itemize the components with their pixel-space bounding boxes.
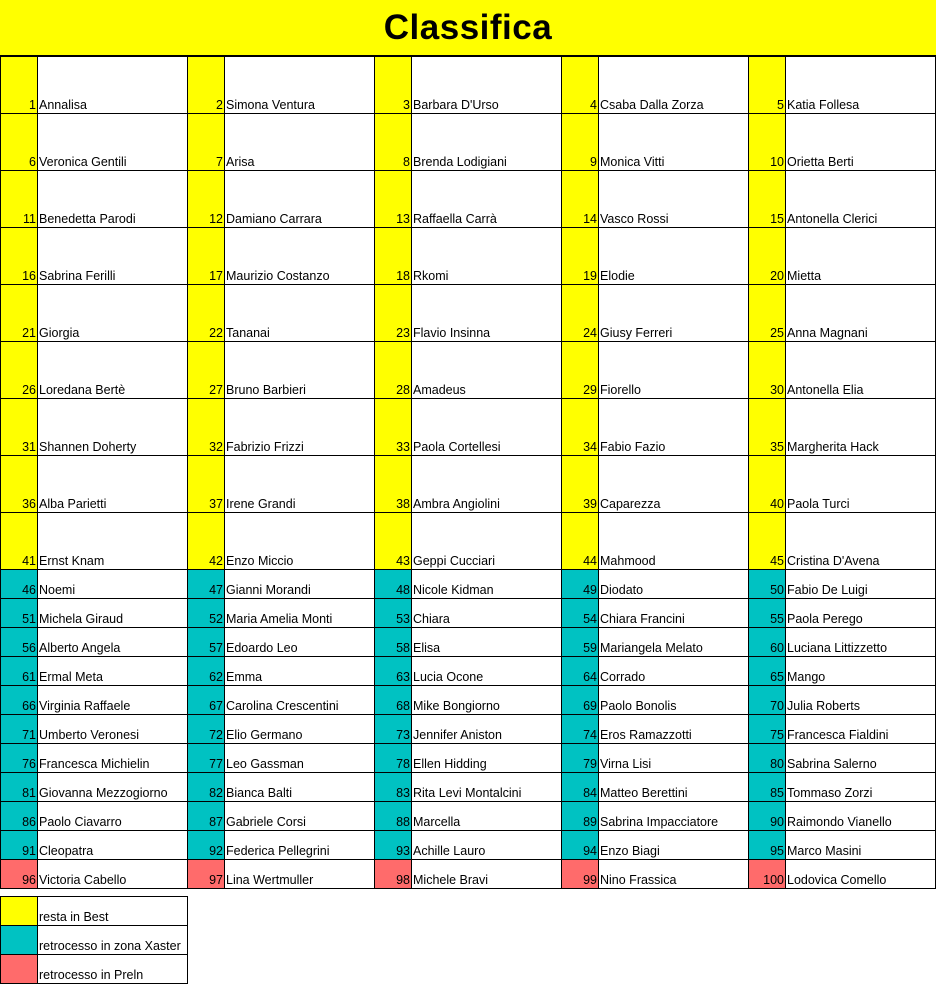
name-cell: Lucia Ocone	[412, 657, 562, 686]
name-cell: Diodato	[599, 570, 749, 599]
rank-cell: 20	[749, 228, 786, 285]
table-row	[1, 285, 936, 342]
rank-cell: 18	[375, 228, 412, 285]
rank-cell: 64	[562, 657, 599, 686]
rank-cell: 94	[562, 831, 599, 860]
rank-cell: 15	[749, 171, 786, 228]
name-cell: Raimondo Vianello	[786, 802, 936, 831]
rank-cell: 13	[375, 171, 412, 228]
name-cell: Nicole Kidman	[412, 570, 562, 599]
name-cell: Mariangela Melato	[599, 628, 749, 657]
name-cell: Enzo Miccio	[225, 513, 375, 570]
name-cell: Victoria Cabello	[38, 860, 188, 889]
name-cell: Francesca Fialdini	[786, 715, 936, 744]
rank-cell: 33	[375, 399, 412, 456]
name-cell: Loredana Bertè	[38, 342, 188, 399]
rank-cell: 98	[375, 860, 412, 889]
name-cell: Vasco Rossi	[599, 171, 749, 228]
name-cell: Geppi Cucciari	[412, 513, 562, 570]
name-cell: Maurizio Costanzo	[225, 228, 375, 285]
rank-cell: 70	[749, 686, 786, 715]
table-row	[1, 456, 936, 513]
name-cell: Fiorello	[599, 342, 749, 399]
name-cell: Monica Vitti	[599, 114, 749, 171]
name-cell: Annalisa	[38, 57, 188, 114]
rank-cell: 8	[375, 114, 412, 171]
rank-cell: 27	[188, 342, 225, 399]
table-row	[1, 686, 936, 715]
rank-cell: 28	[375, 342, 412, 399]
name-cell: Giovanna Mezzogiorno	[38, 773, 188, 802]
rank-cell: 87	[188, 802, 225, 831]
rank-cell: 99	[562, 860, 599, 889]
name-cell: Elio Germano	[225, 715, 375, 744]
name-cell: Edoardo Leo	[225, 628, 375, 657]
name-cell: Paola Cortellesi	[412, 399, 562, 456]
rank-cell: 79	[562, 744, 599, 773]
name-cell: Rita Levi Montalcini	[412, 773, 562, 802]
name-cell: Benedetta Parodi	[38, 171, 188, 228]
name-cell: Giorgia	[38, 285, 188, 342]
rank-cell: 73	[375, 715, 412, 744]
rank-cell: 23	[375, 285, 412, 342]
rank-cell: 96	[1, 860, 38, 889]
name-cell: Marcella	[412, 802, 562, 831]
legend-swatch	[1, 926, 38, 955]
rank-cell: 57	[188, 628, 225, 657]
rank-cell: 17	[188, 228, 225, 285]
table-row	[1, 599, 936, 628]
name-cell: Caparezza	[599, 456, 749, 513]
rank-cell: 36	[1, 456, 38, 513]
rank-cell: 97	[188, 860, 225, 889]
rank-cell: 68	[375, 686, 412, 715]
name-cell: Margherita Hack	[786, 399, 936, 456]
rank-cell: 26	[1, 342, 38, 399]
name-cell: Katia Follesa	[786, 57, 936, 114]
name-cell: Gabriele Corsi	[225, 802, 375, 831]
rank-cell: 81	[1, 773, 38, 802]
name-cell: Cleopatra	[38, 831, 188, 860]
name-cell: Julia Roberts	[786, 686, 936, 715]
rank-cell: 16	[1, 228, 38, 285]
rank-cell: 52	[188, 599, 225, 628]
name-cell: Fabio De Luigi	[786, 570, 936, 599]
rank-cell: 9	[562, 114, 599, 171]
table-row	[1, 831, 936, 860]
legend-row	[1, 897, 188, 926]
name-cell: Maria Amelia Monti	[225, 599, 375, 628]
rank-cell: 41	[1, 513, 38, 570]
name-cell: Amadeus	[412, 342, 562, 399]
rank-cell: 4	[562, 57, 599, 114]
rank-cell: 66	[1, 686, 38, 715]
name-cell: Enzo Biagi	[599, 831, 749, 860]
name-cell: Mahmood	[599, 513, 749, 570]
table-row	[1, 628, 936, 657]
rank-cell: 19	[562, 228, 599, 285]
name-cell: Alberto Angela	[38, 628, 188, 657]
name-cell: Antonella Clerici	[786, 171, 936, 228]
name-cell: Antonella Elia	[786, 342, 936, 399]
rank-cell: 39	[562, 456, 599, 513]
rank-cell: 59	[562, 628, 599, 657]
name-cell: Matteo Berettini	[599, 773, 749, 802]
name-cell: Tommaso Zorzi	[786, 773, 936, 802]
table-row	[1, 228, 936, 285]
page-title: Classifica	[383, 7, 553, 47]
rank-cell: 78	[375, 744, 412, 773]
name-cell: Paola Perego	[786, 599, 936, 628]
rank-cell: 46	[1, 570, 38, 599]
name-cell: Paola Turci	[786, 456, 936, 513]
rank-cell: 84	[562, 773, 599, 802]
name-cell: Jennifer Aniston	[412, 715, 562, 744]
name-cell: Anna Magnani	[786, 285, 936, 342]
name-cell: Tananai	[225, 285, 375, 342]
name-cell: Orietta Berti	[786, 114, 936, 171]
rank-cell: 92	[188, 831, 225, 860]
rank-cell: 11	[1, 171, 38, 228]
name-cell: Flavio Insinna	[412, 285, 562, 342]
rank-cell: 53	[375, 599, 412, 628]
rank-cell: 63	[375, 657, 412, 686]
rank-cell: 60	[749, 628, 786, 657]
name-cell: Veronica Gentili	[38, 114, 188, 171]
name-cell: Corrado	[599, 657, 749, 686]
rank-cell: 6	[1, 114, 38, 171]
rank-cell: 38	[375, 456, 412, 513]
rank-cell: 31	[1, 399, 38, 456]
rank-cell: 88	[375, 802, 412, 831]
name-cell: Lina Wertmuller	[225, 860, 375, 889]
rank-cell: 29	[562, 342, 599, 399]
name-cell: Raffaella Carrà	[412, 171, 562, 228]
legend-body	[1, 897, 188, 984]
table-row	[1, 773, 936, 802]
rank-cell: 65	[749, 657, 786, 686]
name-cell: Luciana Littizzetto	[786, 628, 936, 657]
name-cell: Barbara D'Urso	[412, 57, 562, 114]
rank-cell: 74	[562, 715, 599, 744]
name-cell: Bruno Barbieri	[225, 342, 375, 399]
rank-cell: 93	[375, 831, 412, 860]
name-cell: Sabrina Ferilli	[38, 228, 188, 285]
name-cell: Paolo Bonolis	[599, 686, 749, 715]
legend-swatch	[1, 897, 38, 926]
name-cell: Marco Masini	[786, 831, 936, 860]
title-bar	[0, 0, 936, 56]
name-cell: Cristina D'Avena	[786, 513, 936, 570]
name-cell: Fabio Fazio	[599, 399, 749, 456]
rank-cell: 75	[749, 715, 786, 744]
rank-cell: 34	[562, 399, 599, 456]
rank-cell: 95	[749, 831, 786, 860]
rank-cell: 55	[749, 599, 786, 628]
rank-cell: 51	[1, 599, 38, 628]
rank-cell: 62	[188, 657, 225, 686]
name-cell: Mango	[786, 657, 936, 686]
table-row	[1, 114, 936, 171]
name-cell: Mike Bongiorno	[412, 686, 562, 715]
name-cell: Giusy Ferreri	[599, 285, 749, 342]
name-cell: Michela Giraud	[38, 599, 188, 628]
name-cell: Chiara Francini	[599, 599, 749, 628]
rank-cell: 90	[749, 802, 786, 831]
name-cell: Nino Frassica	[599, 860, 749, 889]
rank-cell: 42	[188, 513, 225, 570]
legend-swatch	[1, 955, 38, 984]
table-row	[1, 342, 936, 399]
rank-cell: 35	[749, 399, 786, 456]
name-cell: Emma	[225, 657, 375, 686]
name-cell: Carolina Crescentini	[225, 686, 375, 715]
legend-row	[1, 955, 188, 984]
rank-cell: 32	[188, 399, 225, 456]
rank-cell: 1	[1, 57, 38, 114]
name-cell: Umberto Veronesi	[38, 715, 188, 744]
table-row	[1, 802, 936, 831]
name-cell: Fabrizio Frizzi	[225, 399, 375, 456]
name-cell: Sabrina Salerno	[786, 744, 936, 773]
legend-row	[1, 926, 188, 955]
name-cell: Paolo Ciavarro	[38, 802, 188, 831]
rank-cell: 67	[188, 686, 225, 715]
rank-cell: 49	[562, 570, 599, 599]
table-row	[1, 657, 936, 686]
rank-cell: 47	[188, 570, 225, 599]
name-cell: Elisa	[412, 628, 562, 657]
rank-cell: 82	[188, 773, 225, 802]
legend-label: retrocesso in zona Xaster	[38, 926, 188, 955]
rank-cell: 3	[375, 57, 412, 114]
name-cell: Noemi	[38, 570, 188, 599]
name-cell: Achille Lauro	[412, 831, 562, 860]
rank-cell: 89	[562, 802, 599, 831]
rank-cell: 37	[188, 456, 225, 513]
table-row	[1, 57, 936, 114]
rank-cell: 48	[375, 570, 412, 599]
name-cell: Mietta	[786, 228, 936, 285]
name-cell: Leo Gassman	[225, 744, 375, 773]
rank-cell: 76	[1, 744, 38, 773]
rank-cell: 61	[1, 657, 38, 686]
name-cell: Bianca Balti	[225, 773, 375, 802]
rank-cell: 45	[749, 513, 786, 570]
name-cell: Ernst Knam	[38, 513, 188, 570]
name-cell: Gianni Morandi	[225, 570, 375, 599]
name-cell: Shannen Doherty	[38, 399, 188, 456]
table-row	[1, 715, 936, 744]
name-cell: Alba Parietti	[38, 456, 188, 513]
name-cell: Arisa	[225, 114, 375, 171]
table-row	[1, 860, 936, 889]
rank-cell: 85	[749, 773, 786, 802]
legend	[0, 896, 188, 984]
rank-cell: 14	[562, 171, 599, 228]
table-row	[1, 171, 936, 228]
rank-cell: 72	[188, 715, 225, 744]
name-cell: Irene Grandi	[225, 456, 375, 513]
rank-cell: 10	[749, 114, 786, 171]
name-cell: Ambra Angiolini	[412, 456, 562, 513]
table-row	[1, 399, 936, 456]
rank-cell: 22	[188, 285, 225, 342]
name-cell: Sabrina Impacciatore	[599, 802, 749, 831]
rank-cell: 56	[1, 628, 38, 657]
name-cell: Lodovica Comello	[786, 860, 936, 889]
table-row	[1, 513, 936, 570]
rank-cell: 83	[375, 773, 412, 802]
name-cell: Chiara	[412, 599, 562, 628]
rank-cell: 7	[188, 114, 225, 171]
name-cell: Eros Ramazzotti	[599, 715, 749, 744]
name-cell: Virna Lisi	[599, 744, 749, 773]
rank-cell: 69	[562, 686, 599, 715]
ranking-grid	[0, 56, 936, 889]
name-cell: Damiano Carrara	[225, 171, 375, 228]
rank-cell: 80	[749, 744, 786, 773]
name-cell: Virginia Raffaele	[38, 686, 188, 715]
rank-cell: 24	[562, 285, 599, 342]
name-cell: Ellen Hidding	[412, 744, 562, 773]
rank-cell: 100	[749, 860, 786, 889]
rank-cell: 43	[375, 513, 412, 570]
rank-cell: 44	[562, 513, 599, 570]
name-cell: Michele Bravi	[412, 860, 562, 889]
rank-cell: 25	[749, 285, 786, 342]
rank-cell: 54	[562, 599, 599, 628]
name-cell: Rkomi	[412, 228, 562, 285]
rank-cell: 2	[188, 57, 225, 114]
rank-cell: 21	[1, 285, 38, 342]
name-cell: Simona Ventura	[225, 57, 375, 114]
legend-label: retrocesso in Preln	[38, 955, 188, 984]
rank-cell: 12	[188, 171, 225, 228]
legend-label: resta in Best	[38, 897, 188, 926]
rank-cell: 77	[188, 744, 225, 773]
rank-cell: 30	[749, 342, 786, 399]
rank-cell: 71	[1, 715, 38, 744]
name-cell: Csaba Dalla Zorza	[599, 57, 749, 114]
rank-cell: 40	[749, 456, 786, 513]
table-row	[1, 744, 936, 773]
name-cell: Federica Pellegrini	[225, 831, 375, 860]
rank-cell: 58	[375, 628, 412, 657]
rank-cell: 91	[1, 831, 38, 860]
name-cell: Francesca Michielin	[38, 744, 188, 773]
rank-cell: 86	[1, 802, 38, 831]
ranking-grid-body	[1, 57, 936, 889]
table-row	[1, 570, 936, 599]
rank-cell: 5	[749, 57, 786, 114]
rank-cell: 50	[749, 570, 786, 599]
name-cell: Ermal Meta	[38, 657, 188, 686]
name-cell: Elodie	[599, 228, 749, 285]
name-cell: Brenda Lodigiani	[412, 114, 562, 171]
